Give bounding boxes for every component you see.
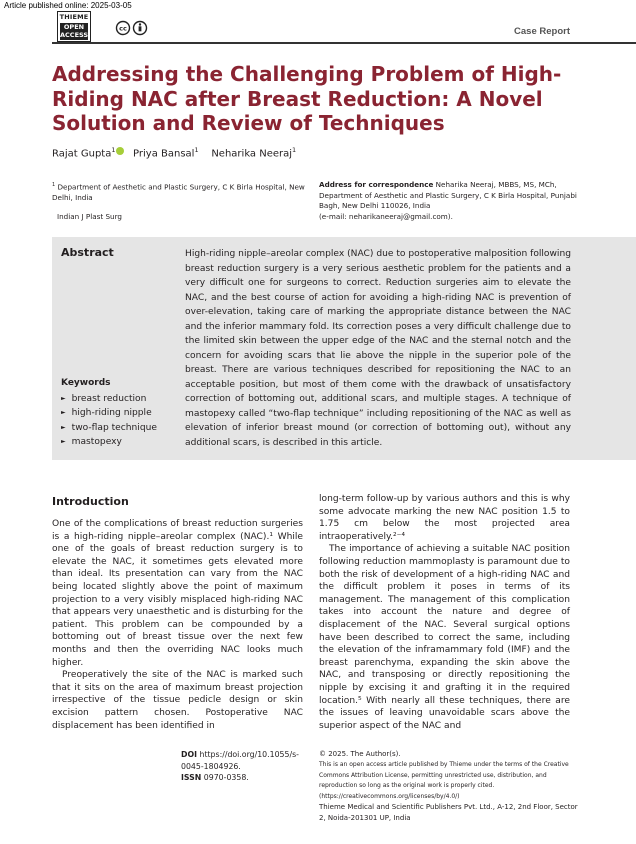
affiliation	[52, 180, 310, 203]
correspondence-label: Address for correspondence	[319, 180, 434, 189]
correspondence-email[interactable]: (e-mail: neharikaneeraj@gmail.com).	[319, 211, 453, 221]
issn-label: ISSN	[181, 773, 202, 782]
body-paragraph: One of the complications of breast reduction surgeries is a high-riding nipple–areolar complex (NAC).¹ While one of the goals of breast reduction surgery is to elevate the NAC, it sometimes gets elevated more than ideal. Its presentation can vary from the NAC being located slightly above the point of maximum projection to a very visibly misplaced high-riding NAC that appears very unaesthetic and is disturbing for the patient. This problem can be compounded by a bottoming out of breast tissue over the next few months and then the overriding NAC looks much higher.	[52, 519, 303, 668]
author-sup: 1	[111, 146, 116, 154]
license-text: This is an open access article published by Thieme under the terms of the Creative Commons Attribution License, permitting unrestricted use, distribution, and reproduction so long as the original work is properly cited. (https://creativecommons.org/licenses/by/4.0/)	[319, 761, 569, 800]
keyword-item: ► two-flap technique	[61, 421, 157, 435]
svg-text:cc: cc	[119, 24, 127, 33]
logo-text: THIEME	[59, 13, 89, 21]
author-name: Priya Bansal	[133, 148, 195, 160]
thieme-open-access-logo	[57, 11, 91, 42]
doi-label: DOI	[181, 750, 198, 759]
keywords-heading: Keywords	[61, 378, 111, 388]
introduction-heading: Introduction	[52, 495, 129, 508]
article-type: Case Report	[514, 26, 570, 37]
abstract-text: High-riding nipple–areolar complex (NAC) due to postoperative malposition following breast reduction surgery is a very serious aesthetic problem for the patients and a very difficult one for surgeons to correct. Reduction surgeries aim to elevate the NAC, and the best course of action for avoiding a high-riding NAC is prevention of over-elevation, taking care of marking the appropriate distance between the NAC and the inferior mammary fold. Its correction poses a very difficult challenge due to the limited skin between the upper edge of the NAC and the sternal notch and the concern for avoiding scars that lie above the nipple in the superior pole of the breast. There are various techniques described for repositioning the NAC to an acceptable position, but most of them come with the drawback of unsatisfactory correction of bottoming out, additional scars, and multiple stages. A technique of mastopexy called “two-flap technique” including repositioning of the NAC as well as elevation of inferior breast mound (or correction of bottoming out), without any additional scars, is described in this article.	[185, 249, 571, 448]
header-divider	[52, 42, 636, 44]
body-paragraph: The importance of achieving a suitable NAC position following reduction mammoplasty is paramount due to both the risk of development of a high-riding NAC and the difficult problem it poses in terms of its management. The management of this complication takes into account the nature and degree of displacement of the NAC. Several surgical options have been described to correct the same, including the elevation of the inframammary fold (IMF) and the breast parenchyma, expanding the skin above the NAC, and transposing or directly repositioning the nipple by excising it and grafting it in the required location.⁵ With nearly all these techniques, there are the issues of leaving unavoidable scars above the superior aspect of the NAC and	[319, 544, 570, 731]
author-list	[52, 146, 296, 159]
logo-text: ACCESS	[60, 31, 89, 39]
issn-value: 0970-0358.	[203, 773, 249, 782]
keywords-list	[61, 392, 157, 449]
affiliation-sup: 1	[52, 182, 56, 188]
doi-block	[181, 749, 301, 784]
affiliation-text: Department of Aesthetic and Plastic Surgery, C K Birla Hospital, New Delhi, India	[52, 182, 305, 202]
abstract-heading: Abstract	[61, 246, 114, 259]
publisher-text: Thieme Medical and Scientific Publishers Pvt. Ltd., A-12, 2nd Floor, Sector 2, Noida-201301 UP, India	[319, 803, 578, 822]
orcid-icon[interactable]	[116, 147, 124, 155]
author-name: Neharika Neeraj	[211, 148, 293, 160]
correspondence	[319, 180, 579, 222]
body-paragraph: Preoperatively the site of the NAC is marked such that it sits on the area of maximum breast projection irrespective of the tissue pedicle design or skin excision pattern chosen. Postoperative NAC displacement has been identified in	[52, 670, 303, 731]
copyright-line: © 2025. The Author(s).	[319, 750, 401, 758]
logo-badge	[60, 23, 88, 40]
logo-text: OPEN	[63, 23, 85, 31]
body-column-right	[319, 493, 570, 732]
journal-name: Indian J Plast Surg	[57, 212, 122, 221]
published-date: Article published online: 2025-03-05	[4, 1, 132, 10]
keyword-item: ► mastopexy	[61, 435, 157, 449]
keyword-item: ► high-riding nipple	[61, 406, 157, 420]
author-sup: 1	[292, 146, 297, 154]
body-paragraph: long-term follow-up by various authors and this is why some advocate marking the new NAC position 1.5 to 1.75 cm below the most projected area intraoperatively.²⁻⁴	[319, 494, 570, 542]
author-sup: 1	[194, 146, 199, 154]
copyright-block	[319, 749, 579, 824]
keyword-item: ► breast reduction	[61, 392, 157, 406]
cc-by-license-icon	[115, 20, 153, 36]
correspondence-text: Neharika Neeraj, MBBS, MS, MCh, Department of Aesthetic and Plastic Surgery, C K Birla Hospital, Punjabi Bagh, New Delhi 110026, India	[319, 180, 577, 210]
author-name: Rajat Gupta	[52, 148, 112, 160]
body-column-left	[52, 518, 303, 732]
article-title: Addressing the Challenging Problem of High-Riding NAC after Breast Reduction: A Novel Solution and Review of Techniques	[52, 62, 562, 135]
doi-link[interactable]: https://doi.org/10.1055/s-0045-1804926.	[181, 750, 299, 771]
